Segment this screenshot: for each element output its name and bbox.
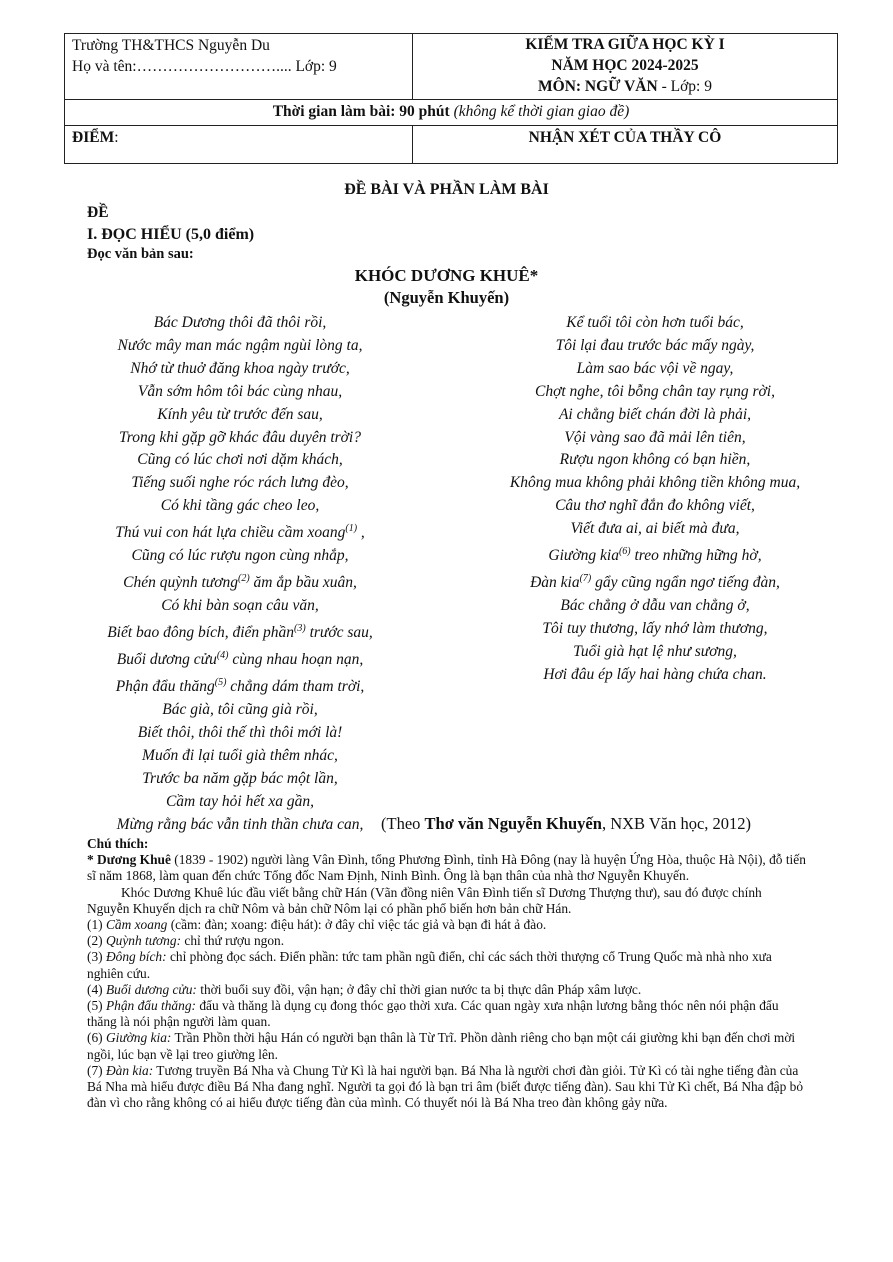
exam-info-cell <box>413 34 838 100</box>
poem-text: Đàn kia <box>530 574 580 592</box>
reading-instruction: Đọc văn bản sau: <box>87 246 194 262</box>
note-item <box>87 998 807 1030</box>
poem-left-column <box>50 312 430 837</box>
time-limit-cell <box>65 100 838 126</box>
poem-line: Rượu ngon không có bạn hiền, <box>559 451 751 469</box>
source-suffix: , NXB Văn học, 2012) <box>601 814 752 833</box>
poem-text: Thú vui con hát lựa chiều cầm xoang <box>115 524 346 542</box>
note-text: chỉ thứ rượu ngon. <box>181 933 285 949</box>
note-number: (5) <box>87 998 106 1014</box>
poem-text: cùng nhau hoạn nạn, <box>228 651 364 669</box>
poem-line: Bác chẳng ở dẫu van chẳng ở, <box>560 597 750 615</box>
subject-line <box>420 76 830 97</box>
poem-line: Vội vàng sao đã mải lên tiên, <box>564 428 746 446</box>
poem-line: Kể tuổi tôi còn hơn tuổi bác, <box>566 314 744 331</box>
note-number: (3) <box>87 949 106 965</box>
footnote-ref: (3) <box>294 623 306 635</box>
time-limit: Thời gian làm bài: 90 phút <box>272 103 450 120</box>
poem-line: Nhớ từ thuở đăng khoa ngày trước, <box>130 359 350 377</box>
note-term: Quỳnh tương: <box>105 933 182 949</box>
note-intro: Khóc Dương Khuê lúc đầu viết bằng chữ Hán (Vãn đồng niên Vân Đình tiến sĩ Dương Thượng thư), sau đó được chính Nguyễn Khuyến dịch ra chữ Nôm và bản chữ Nôm lại có phần phổ biến hơn bản chữ Hán. <box>87 884 762 916</box>
note-term: * Dương Khuê <box>87 852 171 868</box>
poem-text: Chén quỳnh tương <box>123 574 238 592</box>
note-text: (cầm: đàn; xoang: điệu hát): ở đây chỉ việc tác giả và bạn đi hát ả đào. <box>167 917 547 933</box>
poem-line: Ai chẳng biết chán đời là phải, <box>558 405 752 423</box>
note-text: thời buổi suy đồi, vận hạn; ở đây chỉ thời gian nước ta bị thực dân Pháp xâm lược. <box>196 981 642 997</box>
note-item <box>87 917 807 933</box>
poem-line: Không mua không phải không tiền không mua, <box>509 474 801 492</box>
footnote-ref: (7) <box>579 573 592 585</box>
footnote-ref: (1) <box>345 523 358 535</box>
poem-text: Phận đẩu thăng <box>115 678 215 696</box>
teacher-comment-label: NHẬN XÉT CỦA THẦY CÔ <box>528 129 722 146</box>
poem-line: Cũng có lúc chơi nơi dặm khách, <box>137 451 343 469</box>
poem-line <box>455 568 855 595</box>
poem-line <box>50 618 430 645</box>
poem-line: Tuổi già hạt lệ như sương, <box>573 643 737 660</box>
poem-text: Buổi dương cửu <box>116 651 217 669</box>
footnote-ref: (4) <box>216 650 229 662</box>
footnote-ref: (5) <box>214 677 227 689</box>
school-name: Trường TH&THCS Nguyễn Du <box>72 37 270 54</box>
score-label: ĐIỂM <box>72 129 115 146</box>
note-text: Trần Phồn thời hậu Hán có người bạn thân là Từ Trĩ. Phồn dành riêng cho bạn một cái giường khi bạn đến chơi mời ngồi, lúc bạn về lại treo giường lên. <box>87 1030 796 1062</box>
note-number: (2) <box>87 933 106 949</box>
poem-text: Biết bao đông bích, điển phần <box>107 624 295 642</box>
note-item <box>87 949 807 981</box>
poem-line: Tiếng suối nghe róc rách lưng đèo, <box>131 474 349 492</box>
poem-source <box>381 814 751 834</box>
section-title: ĐỀ BÀI VÀ PHẦN LÀM BÀI <box>344 181 549 198</box>
poem-text: , <box>357 524 365 542</box>
school-year: NĂM HỌC 2024-2025 <box>551 57 699 74</box>
student-name-line: Họ và tên:……………………….... Lớp: 9 <box>72 58 337 75</box>
poem-line: Kính yêu từ trước đến sau, <box>157 405 323 423</box>
note-text: (1839 - 1902) người làng Vân Đình, tổng Phương Đình, tỉnh Hà Đông (nay là huyện Ứng Hòa, thuộc Hà Nội), đỗ tiến sĩ năm 1868, làm quan đến chức Tổng đốc Nam Định, Ninh Bình. Ông là bạn thân của nhà thơ Nguyễn Khuyến. <box>87 852 806 884</box>
poem-line <box>50 672 430 699</box>
poem-text: ăm ắp bầu xuân, <box>249 574 357 592</box>
note-number: (1) <box>87 917 106 933</box>
note-number: (4) <box>87 981 106 997</box>
note-item <box>87 933 807 949</box>
poem-line: Chợt nghe, tôi bỗng chân tay rụng rời, <box>535 382 775 400</box>
note-term: Giường kia: <box>105 1030 172 1046</box>
note-term: Cầm xoang <box>105 917 168 933</box>
poem-text: chẳng dám tham trời, <box>226 678 365 696</box>
time-note: (không kể thời gian giao đề) <box>449 103 630 120</box>
poem-line <box>50 568 430 595</box>
source-prefix: (Theo <box>381 814 425 833</box>
note-text: Tương truyền Bá Nha và Chung Tử Kì là hai người bạn. Bá Nha là người chơi đàn giỏi. Tử Kì có tài nghe tiếng đàn của Bá Nha mà hiểu được điều Bá Nha đang nghĩ. Người ta gọi đó là bạn tri âm (biết được tiếng đàn). Sau khi Tử Kì chết, Bá Nha đập bỏ đàn vì cho rằng không có ai hiểu được tiếng đàn của mình. Có thuyết nói là Bá Nha treo đàn không gảy nữa. <box>87 1062 804 1111</box>
poem-line: Bác già, tôi cũng già rồi, <box>162 701 318 719</box>
notes-heading: Chú thích: <box>87 836 149 851</box>
poem-text: trước sau, <box>305 624 373 642</box>
poem-line: Mừng rằng bác vẫn tinh thần chưa can, <box>116 815 364 833</box>
student-info-cell <box>65 34 413 100</box>
note-number: (7) <box>87 1062 106 1078</box>
poem-line: Tôi lại đau trước bác mấy ngày, <box>555 336 755 354</box>
note-term: Phận đẩu thăng: <box>105 998 196 1014</box>
poem-line: Muốn đi lại tuổi già thêm nhác, <box>142 747 338 765</box>
poem-line: Có khi bàn soạn câu văn, <box>161 597 319 615</box>
note-term: Buổi dương cửu: <box>105 981 197 997</box>
class-label: - Lớp: 9 <box>657 78 712 95</box>
note-text: đẩu và thăng là dụng cụ đong thóc gạo thời xưa. Các quan ngày xưa nhận lương bằng thóc nên nói phận đẩu thăng là nói phận người làm quan. <box>87 998 779 1030</box>
note-term: Đàn kia: <box>105 1062 154 1078</box>
poem-text: Giường kia <box>548 547 619 565</box>
note-duong-khue <box>87 852 807 884</box>
poem-line: Viết đưa ai, ai biết mà đưa, <box>570 520 740 538</box>
de-label: ĐỀ <box>87 204 109 221</box>
footnotes <box>87 836 807 1111</box>
poem-line: Cầm tay hỏi hết xa gần, <box>165 792 315 810</box>
subject-label: MÔN: NGỮ VĂN <box>538 78 658 95</box>
score-colon: : <box>114 129 119 146</box>
poem-line: Trước ba năm gặp bác một lần, <box>142 770 338 787</box>
poem-title: KHÓC DƯƠNG KHUÊ* <box>354 266 539 285</box>
footnote-ref: (2) <box>238 573 250 585</box>
score-cell <box>65 126 413 164</box>
note-text: chỉ phòng đọc sách. Điển phần: tức tam phần ngũ điển, chỉ các sách thời thượng cổ Trung Quốc mà nhà nho xưa nghiên cứu. <box>87 949 772 981</box>
poem-line: Vẫn sớm hôm tôi bác cùng nhau, <box>137 382 343 400</box>
poem-line: Cũng có lúc rượu ngon cùng nhắp, <box>131 547 349 565</box>
poem-line <box>455 541 855 568</box>
teacher-comment-cell <box>413 126 838 164</box>
poem-line <box>50 518 430 545</box>
note-item <box>87 1063 807 1112</box>
exam-title: KIỂM TRA GIỮA HỌC KỲ I <box>525 36 725 53</box>
note-term: Đông bích: <box>105 949 167 965</box>
poem-line: Trong khi gặp gỡ khác đâu duyên trời? <box>119 428 361 446</box>
part-heading: I. ĐỌC HIỂU (5,0 điểm) <box>87 226 255 243</box>
note-item <box>87 1030 807 1062</box>
poem-line: Làm sao bác vội về ngay, <box>576 359 734 377</box>
note-item <box>87 982 807 998</box>
poem-line: Câu thơ nghĩ đắn đo không viết, <box>555 497 755 515</box>
poem-line: Biết thôi, thôi thế thì thôi mới là! <box>137 724 343 742</box>
poem-line: Hơi đâu ép lấy hai hàng chứa chan. <box>543 665 767 683</box>
poem-text: gẩy cũng ngẩn ngơ tiếng đàn, <box>591 574 780 592</box>
poem-line: Tôi tuy thương, lấy nhớ làm thương, <box>542 620 768 638</box>
poem-line: Có khi tầng gác cheo leo, <box>160 497 320 515</box>
poem-text: treo những hững hờ, <box>630 547 762 565</box>
poem-right-column <box>455 312 855 687</box>
note-number: (6) <box>87 1030 106 1046</box>
footnote-ref: (6) <box>618 546 631 558</box>
exam-header-table <box>64 33 838 164</box>
source-book: Thơ văn Nguyễn Khuyến <box>424 814 602 833</box>
poem-line: Bác Dương thôi đã thôi rồi, <box>153 314 327 331</box>
poem-author: (Nguyễn Khuyến) <box>383 288 510 307</box>
poem-line: Nước mây man mác ngậm ngùi lòng ta, <box>117 336 363 354</box>
poem-line <box>50 645 430 672</box>
